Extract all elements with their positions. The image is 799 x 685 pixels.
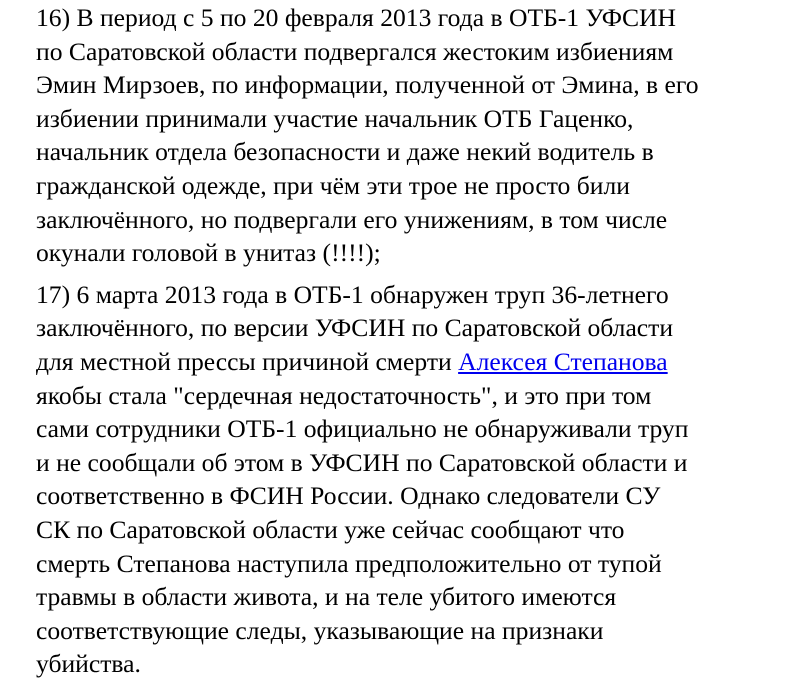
text-line-with-link <box>36 345 799 379</box>
text-line: убийства. <box>36 649 141 679</box>
text-fragment: для местной прессы причиной смерти <box>36 346 459 376</box>
paragraph-16 <box>36 0 799 270</box>
text-line: по Саратовской области подвергался жестоким избиениям <box>36 36 674 66</box>
text-line: травмы в области живота, и на теле убитого имеются <box>36 582 617 612</box>
text-line: соответствующие следы, указывающие на признаки <box>36 615 604 645</box>
text-line: окунали головой в унитаз (!!!!); <box>36 238 381 268</box>
paragraph-17 <box>36 278 799 681</box>
text-line: сами сотрудники ОТБ-1 официально не обнаруживали труп <box>36 414 689 444</box>
text-line: смерть Степанова наступила предположительно от тупой <box>36 548 662 578</box>
text-line: СК по Саратовской области уже сейчас сообщают что <box>36 514 625 544</box>
text-line: заключённого, но подвергали его унижениям, в том числе <box>36 204 668 234</box>
document-body <box>36 0 799 681</box>
text-line: Эмин Мирзоев, по информации, полученной от Эмина, в его <box>36 70 699 100</box>
text-line: 16) В период с 5 по 20 февраля 2013 года в ОТБ-1 УФСИН <box>36 3 676 32</box>
text-line: 17) 6 марта 2013 года в ОТБ-1 обнаружен труп 36-летнего <box>36 279 669 309</box>
text-line: гражданской одежде, при чём эти трое не просто били <box>36 170 630 200</box>
text-line: и не сообщали об этом в УФСИН по Саратовской области и <box>36 447 688 477</box>
text-line: избиении принимали участие начальник ОТБ Гаценко, <box>36 103 634 133</box>
text-line: соответственно в ФСИН России. Однако следователи СУ <box>36 481 661 511</box>
person-link[interactable]: Алексея Степанова <box>458 346 668 376</box>
text-line: заключённого, по версии УФСИН по Саратовской области <box>36 313 674 343</box>
text-line: начальник отдела безопасности и даже некий водитель в <box>36 137 654 167</box>
text-line: якобы стала "сердечная недостаточность", и это при том <box>36 380 652 410</box>
